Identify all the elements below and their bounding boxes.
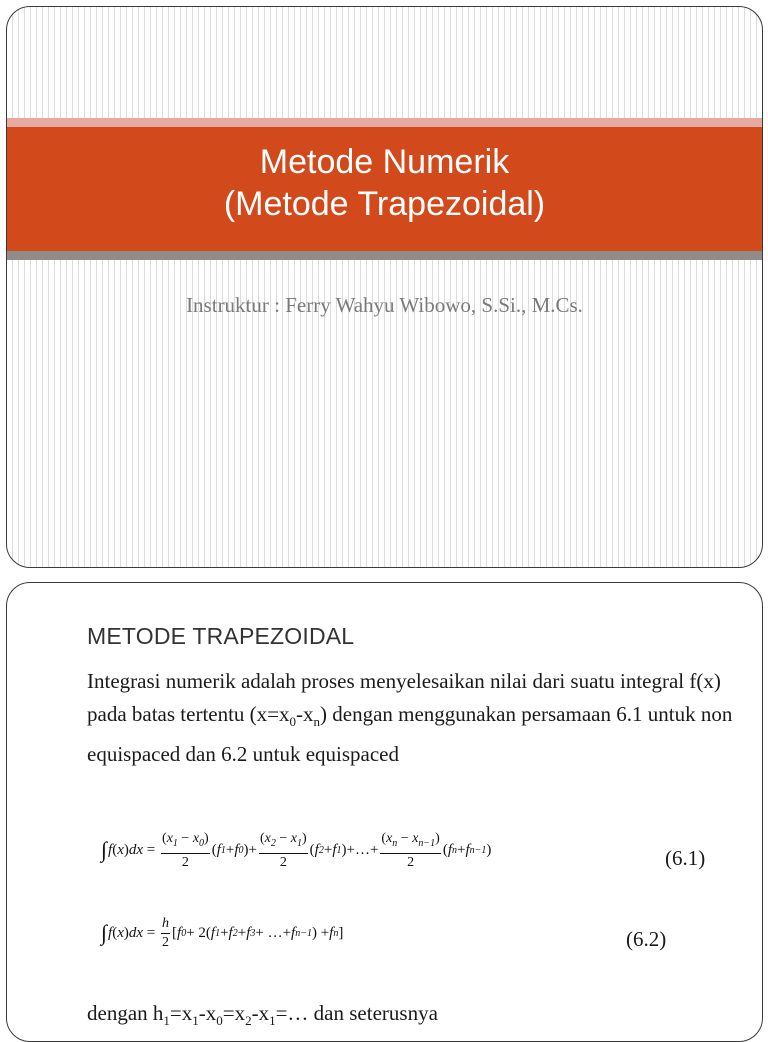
slide-title: [7, 141, 762, 225]
section-heading: METODE TRAPEZOIDAL: [87, 623, 355, 649]
equation-6-1-number: (6.1): [665, 846, 706, 870]
slide-title-line1: Metode Numerik: [259, 143, 510, 181]
title-band-bottom-stripe: [7, 251, 762, 260]
definition-line: [87, 1001, 438, 1029]
def-text-1: dengan h: [87, 1001, 164, 1025]
def-text-5: -x: [251, 1001, 270, 1025]
def-sub-1: 1: [163, 1013, 170, 1029]
para-sub-0: 0: [289, 714, 297, 730]
def-text-2: =x: [169, 1001, 193, 1025]
para-sub-n: n: [313, 714, 321, 730]
slide-title-line2: (Metode Trapezoidal): [223, 185, 546, 223]
def-sub-5: 1: [269, 1013, 276, 1029]
equation-6-1: ∫ f ( x ) dx = $\frac{(x_1 - x_0)}{2}$ ( f 1 + f 0 )+ $\frac{(x_2 - x_1)}{2}$ ( f 2 + f 1 )+…+ $\frac{(x_n - x_{n-1})}{2}$ ( f n + f n−1 ): [101, 831, 492, 870]
content-slide: [6, 582, 763, 1042]
para-text-mid: -x: [296, 702, 314, 726]
intro-paragraph: [87, 665, 737, 771]
def-text-6: =… dan seterusnya: [275, 1001, 438, 1025]
def-text-3: -x: [198, 1001, 217, 1025]
def-text-4: =x: [222, 1001, 246, 1025]
instructor-subtitle: Instruktur : Ferry Wahyu Wibowo, S.Si., M.Cs.: [186, 293, 583, 317]
equation-6-2: ∫ f ( x ) dx = $\frac{h}{2}$ [ f 0 + 2( f 1 + f 2 + f 3 + …+ f n−1 ) + f n ]: [101, 916, 344, 950]
para-text-2: ) dengan menggunakan persamaan 6.1 untuk non equispaced dan 6.2 untuk equispaced: [87, 702, 733, 767]
def-sub-3: 0: [216, 1013, 223, 1029]
para-text-1: Integrasi numerik adalah proses menyelesaikan nilai dari suatu integral f(x) pada batas tertentu (x=x: [87, 669, 721, 726]
def-sub-4: 2: [245, 1013, 252, 1029]
def-sub-2: 1: [192, 1013, 199, 1029]
title-band-top-stripe: [7, 118, 762, 127]
equation-6-2-number: (6.2): [626, 927, 667, 951]
title-slide: [6, 6, 763, 568]
